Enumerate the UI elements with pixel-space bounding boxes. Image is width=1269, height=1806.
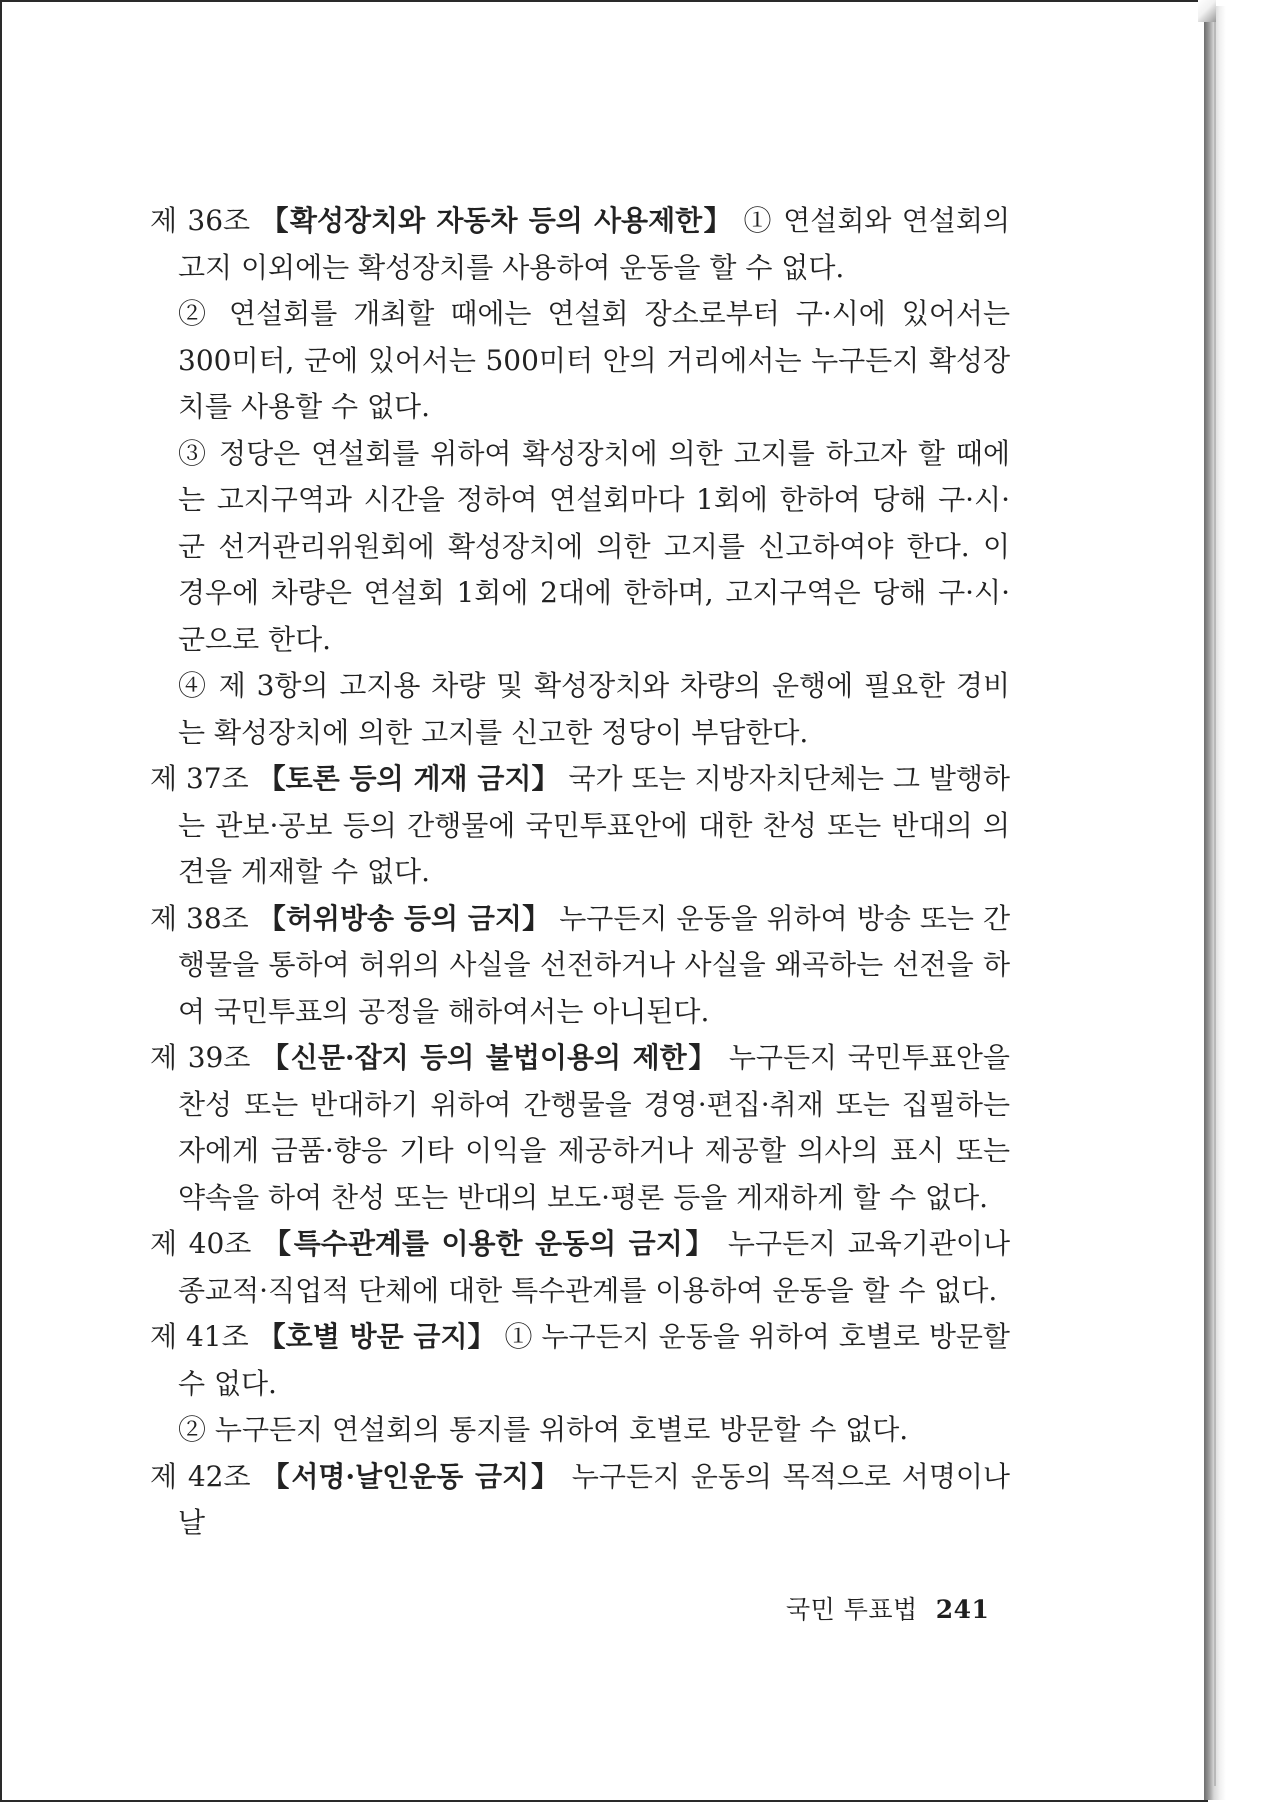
article-42: [150, 1454, 1010, 1547]
article-40: [150, 1221, 1010, 1314]
page-footer: [786, 1590, 989, 1626]
article-36: [150, 198, 1010, 291]
article-number: 제 41조: [150, 1320, 249, 1353]
article-text: 누구든지 교육기관이나 종교적·직업적 단체에 대한 특수관계를 이용하여 운동을 할 수 없다.: [178, 1227, 1011, 1307]
article-number: 제 36조: [150, 204, 251, 237]
page-corner-fold: [1198, 0, 1216, 22]
article-number: 제 38조: [150, 901, 249, 935]
article-41-paragraph-2: ② 누구든지 연설회의 통지를 위하여 호별로 방문할 수 없다.: [178, 1413, 909, 1446]
page-number: 241: [935, 1595, 990, 1624]
article-text: 누구든지 운동을 위하여 방송 또는 간행물을 통하여 허위의 사실을 선전하거나 사실을 왜곡하는 선전을 하여 국민투표의 공정을 해하여서는 아니된다.: [178, 901, 1010, 1028]
article-text: ① 누구든지 운동을 위하여 호별로 방문할 수 없다.: [178, 1320, 1010, 1400]
article-36-paragraph-4: ④ 제 3항의 고지용 차량 및 확성장치와 차량의 운행에 필요한 경비는 확성장치에 의한 고지를 신고한 정당이 부담한다.: [178, 669, 1010, 749]
article-41: [150, 1314, 1010, 1407]
article-38: [150, 896, 1010, 1036]
page-edge-line: [1214, 14, 1216, 1786]
article-36-paragraph-3: ③ 정당은 연설회를 위하여 확성장치에 의한 고지를 하고자 할 때에는 고지구역과 시간을 정하여 연설회마다 1회에 한하여 당해 구·시·군 선거관리위원회에 확성장치에 의한 고지를 신고하여야 한다. 이 경우에 차량은 연설회 1회에 2대에 한하며, 고지구역은 당해 구·시·군으로 한다.: [178, 436, 1010, 656]
article-title: 【확성장치와 자동차 등의 사용제한】: [260, 204, 734, 237]
article-text: ① 연설회와 연설회의 고지 이외에는 확성장치를 사용하여 운동을 할 수 없다.: [178, 204, 1010, 284]
article-text: 국가 또는 지방자치단체는 그 발행하는 관보·공보 등의 간행물에 국민투표안에 대한 찬성 또는 반대의 의견을 게재할 수 없다.: [178, 762, 1010, 888]
article-37: [150, 756, 1010, 896]
footer-title: 국민 투표법: [786, 1595, 918, 1624]
article-title: 【허위방송 등의 금지】: [257, 901, 551, 935]
article-title: 【신문·잡지 등의 불법이용의 제한】: [261, 1041, 719, 1074]
article-title: 【서명·날인운동 금지】: [261, 1459, 561, 1493]
article-39: [150, 1035, 1010, 1221]
article-title: 【호별 방문 금지】: [257, 1320, 496, 1353]
article-number: 제 39조: [150, 1041, 251, 1074]
article-text: 누구든지 운동의 목적으로 서명이나 날: [178, 1459, 1010, 1539]
article-number: 제 42조: [150, 1459, 251, 1493]
article-number: 제 40조: [150, 1227, 252, 1260]
article-36-paragraph-2: ② 연설회를 개최할 때에는 연설회 장소로부터 구·시에 있어서는 300미터, 군에 있어서는 500미터 안의 거리에서는 누구든지 확성장치를 사용할 수 없다.: [178, 297, 1010, 423]
article-content: [150, 198, 1010, 1547]
article-number: 제 37조: [150, 762, 249, 795]
article-title: 【특수관계를 이용한 운동의 금지】: [263, 1227, 717, 1260]
article-title: 【토론 등의 게재 금지】: [257, 762, 560, 795]
article-text: 누구든지 국민투표안을 찬성 또는 반대하기 위하여 간행물을 경영·편집·취재 또는 집필하는 자에게 금품·향응 기타 이익을 제공하거나 제공할 의사의 표시 또는 약속을 하여 찬성 또는 반대의 보도·평론 등을 게재하게 할 수 없다.: [178, 1041, 1010, 1214]
